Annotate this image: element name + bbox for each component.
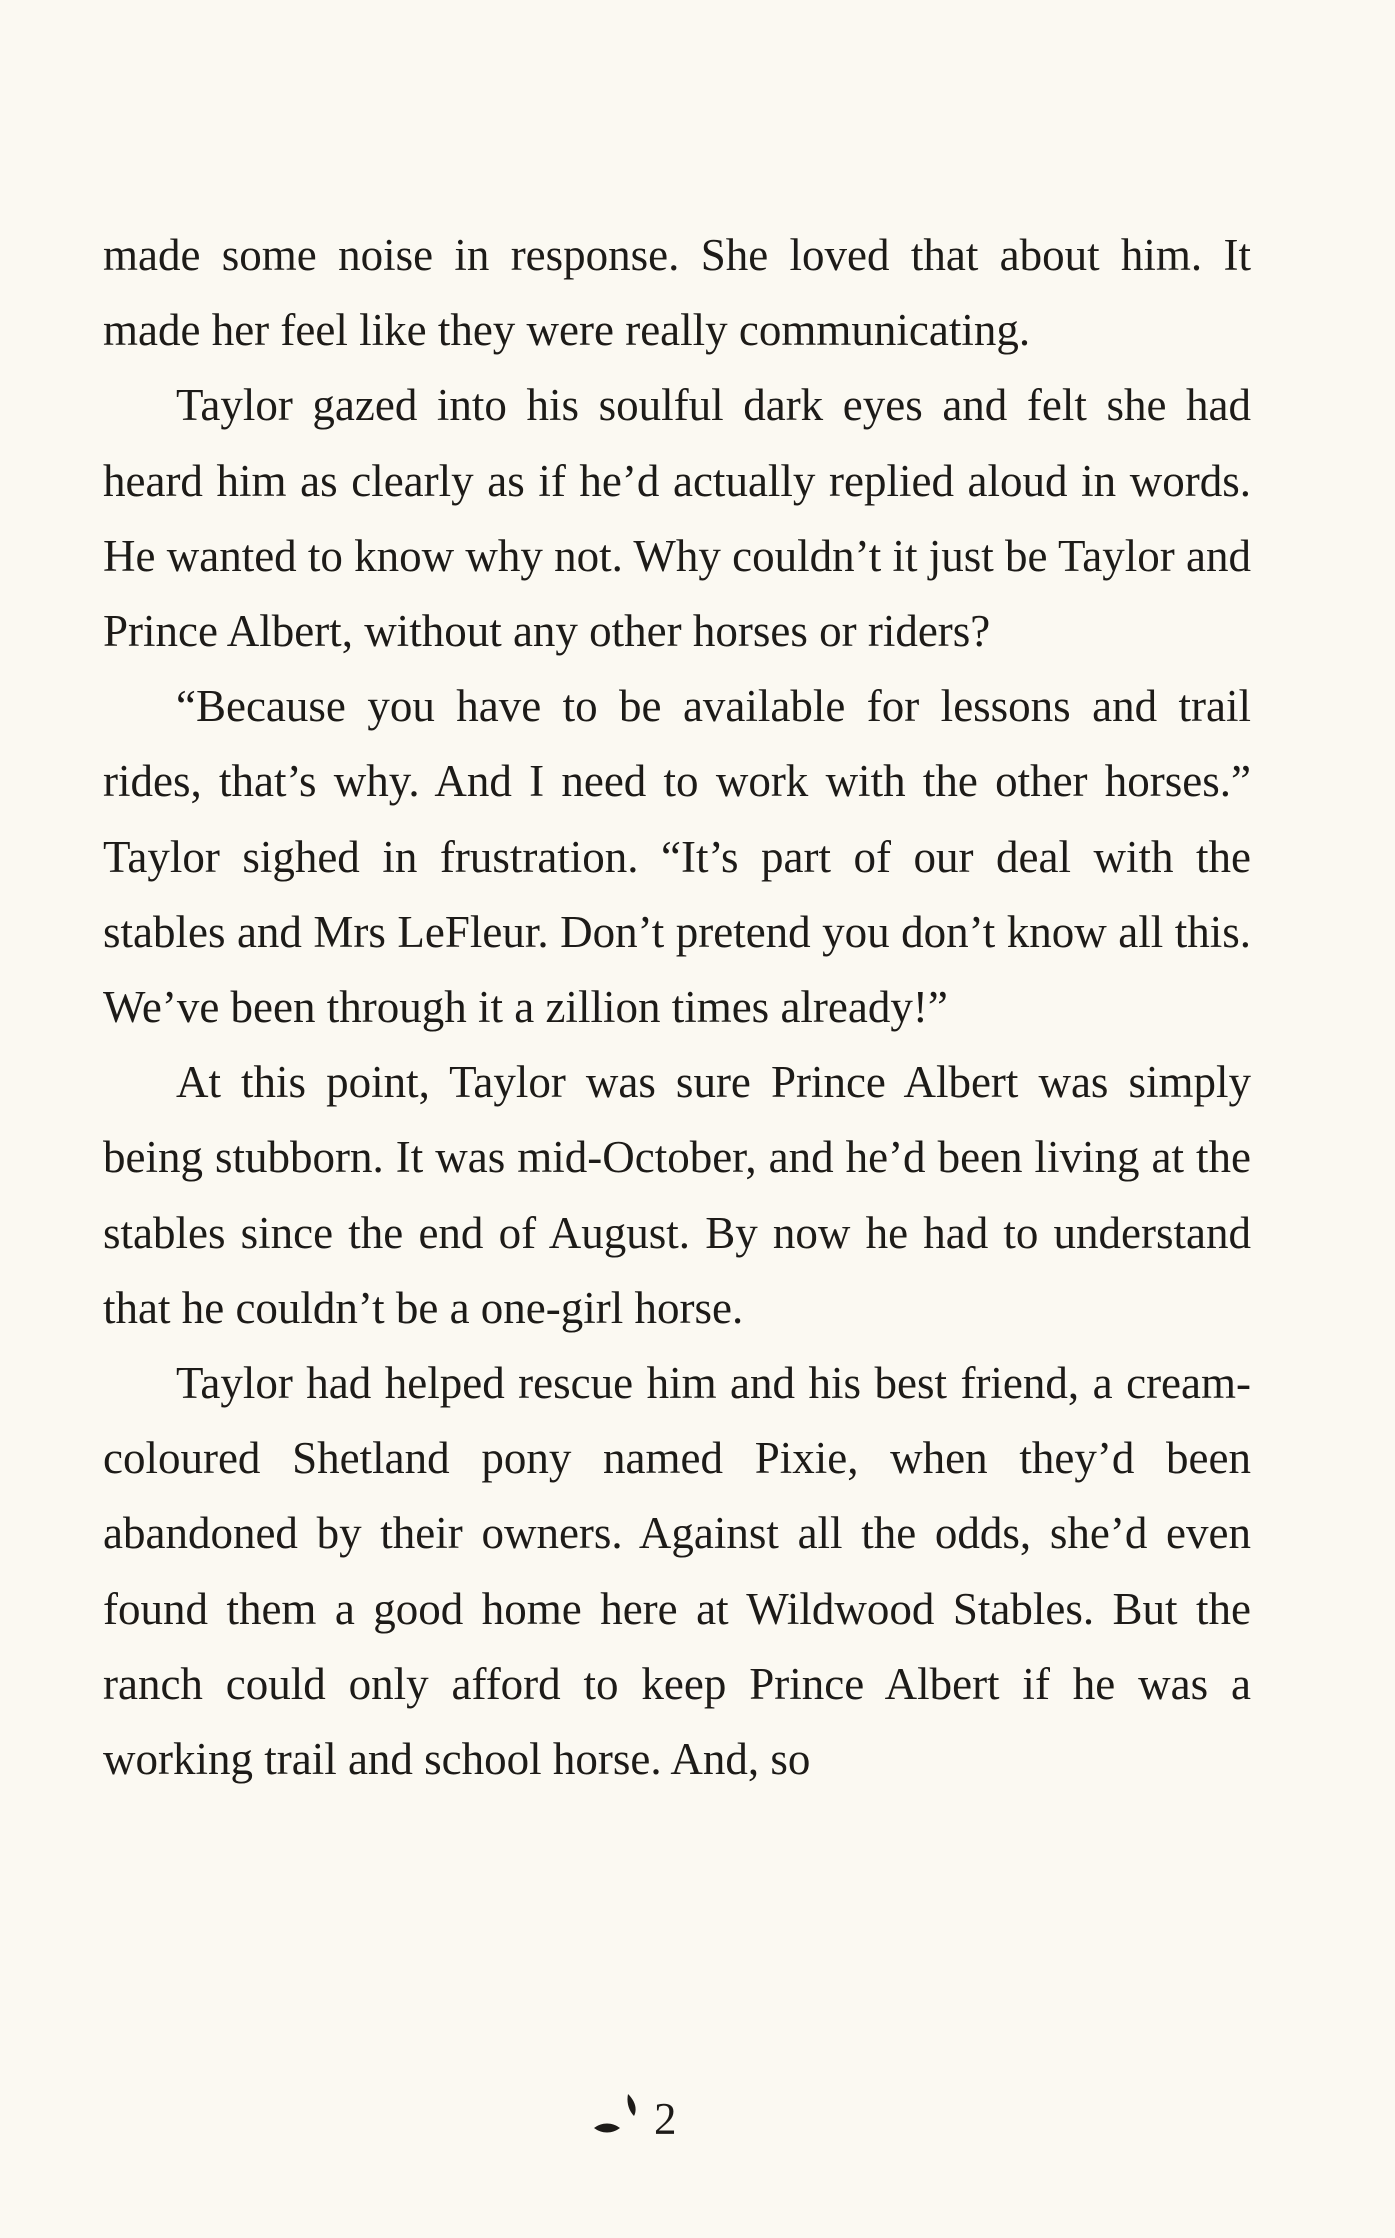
- paragraph-5: Taylor had helped rescue him and his best friend, a cream-coloured Shetland pony named Pixie, when they’d been abandoned by their owners. Against all the odds, she’d even found them a good home here at Wildwood Stables. But the ranch could only afford to keep Prince Albert if he was a working trail and school horse. And, so: [103, 1358, 1251, 1785]
- paragraph-3: “Because you have to be available for lessons and trail rides, that’s why. And I need to work with the other horses.” Taylor sighed in frustration. “It’s part of our deal with the stables and Mrs LeFleur. Don’t pretend you don’t know all this. We’ve been through it a zillion times already!”: [103, 681, 1251, 1033]
- paragraph-1: made some noise in response. She loved that about him. It made her feel like they were really communicating.: [103, 230, 1251, 356]
- paragraph-4: At this point, Taylor was sure Prince Albert was simply being stubborn. It was mid-October, and he’d been living at the stables since the end of August. By now he had to understand that he couldn’t be a one-girl horse.: [103, 1057, 1251, 1333]
- body-text: [103, 218, 1251, 1797]
- paragraph-2: Taylor gazed into his soulful dark eyes and felt she had heard him as clearly as if he’d actually replied aloud in words. He wanted to know why not. Why couldn’t it just be Taylor and Prince Albert, without any other horses or riders?: [103, 380, 1251, 657]
- leaf-ornament-icon: [590, 2090, 654, 2150]
- page-number: 2: [654, 2094, 677, 2144]
- page-footer: [590, 2090, 710, 2150]
